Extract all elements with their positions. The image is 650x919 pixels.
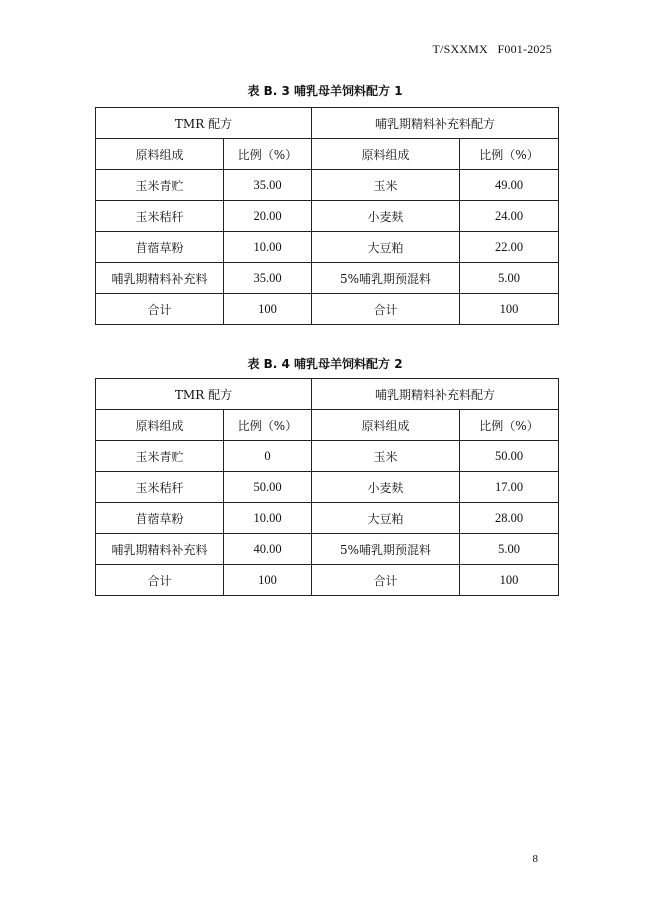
ingredient-cell: 苜蓿草粉 xyxy=(96,232,224,263)
ratio-cell: 49.00 xyxy=(460,170,559,201)
total-value-cell: 100 xyxy=(460,294,559,325)
ratio-cell: 35.00 xyxy=(224,263,312,294)
total-label-cell: 合计 xyxy=(96,294,224,325)
table-row xyxy=(96,232,559,263)
col-header-ingredient: 原料组成 xyxy=(96,410,224,441)
ingredient-cell: 5%哺乳期预混料 xyxy=(312,263,460,294)
group-header-tmr: TMR 配方 xyxy=(96,108,312,139)
ratio-cell: 50.00 xyxy=(460,441,559,472)
total-value-cell: 100 xyxy=(460,565,559,596)
group-header-supplement: 哺乳期精料补充料配方 xyxy=(312,108,559,139)
total-value-cell: 100 xyxy=(224,294,312,325)
ingredient-cell: 5%哺乳期预混料 xyxy=(312,534,460,565)
ingredient-cell: 大豆粕 xyxy=(312,232,460,263)
table-row-total xyxy=(96,294,559,325)
ingredient-cell: 玉米 xyxy=(312,441,460,472)
col-header-ingredient: 原料组成 xyxy=(312,410,460,441)
ratio-cell: 10.00 xyxy=(224,503,312,534)
group-header-supplement: 哺乳期精料补充料配方 xyxy=(312,379,559,410)
table-row xyxy=(96,263,559,294)
formula-table-b4 xyxy=(95,378,559,596)
ingredient-cell: 玉米青贮 xyxy=(96,441,224,472)
ingredient-cell: 玉米秸秆 xyxy=(96,472,224,503)
ingredient-cell: 苜蓿草粉 xyxy=(96,503,224,534)
page-number: 8 xyxy=(532,853,538,865)
ingredient-cell: 小麦麸 xyxy=(312,472,460,503)
table-row xyxy=(96,441,559,472)
ratio-cell: 5.00 xyxy=(460,263,559,294)
col-header-ratio: 比例（%） xyxy=(224,410,312,441)
ratio-cell: 22.00 xyxy=(460,232,559,263)
ingredient-cell: 玉米秸秆 xyxy=(96,201,224,232)
table-row-total xyxy=(96,565,559,596)
ratio-cell: 20.00 xyxy=(224,201,312,232)
ratio-cell: 24.00 xyxy=(460,201,559,232)
ingredient-cell: 玉米 xyxy=(312,170,460,201)
table-row xyxy=(96,503,559,534)
ratio-cell: 28.00 xyxy=(460,503,559,534)
col-header-ratio: 比例（%） xyxy=(460,410,559,441)
table-caption-b3: 表 B. 3 哺乳母羊饲料配方 1 xyxy=(247,84,403,98)
ingredient-cell: 小麦麸 xyxy=(312,201,460,232)
ratio-cell: 40.00 xyxy=(224,534,312,565)
ratio-cell: 0 xyxy=(224,441,312,472)
ratio-cell: 10.00 xyxy=(224,232,312,263)
table-row xyxy=(96,472,559,503)
table-row xyxy=(96,170,559,201)
ingredient-cell: 哺乳期精料补充料 xyxy=(96,534,224,565)
table-row xyxy=(96,201,559,232)
col-header-ingredient: 原料组成 xyxy=(96,139,224,170)
total-value-cell: 100 xyxy=(224,565,312,596)
document-id: T/SXXMX F001-2025 xyxy=(432,42,552,56)
table-caption-b4: 表 B. 4 哺乳母羊饲料配方 2 xyxy=(247,357,403,371)
ratio-cell: 50.00 xyxy=(224,472,312,503)
ratio-cell: 17.00 xyxy=(460,472,559,503)
ingredient-cell: 哺乳期精料补充料 xyxy=(96,263,224,294)
total-label-cell: 合计 xyxy=(312,565,460,596)
ingredient-cell: 玉米青贮 xyxy=(96,170,224,201)
col-header-ingredient: 原料组成 xyxy=(312,139,460,170)
group-header-tmr: TMR 配方 xyxy=(96,379,312,410)
ingredient-cell: 大豆粕 xyxy=(312,503,460,534)
ratio-cell: 5.00 xyxy=(460,534,559,565)
formula-table-b3 xyxy=(95,107,559,325)
col-header-ratio: 比例（%） xyxy=(460,139,559,170)
total-label-cell: 合计 xyxy=(96,565,224,596)
table-row xyxy=(96,534,559,565)
ratio-cell: 35.00 xyxy=(224,170,312,201)
col-header-ratio: 比例（%） xyxy=(224,139,312,170)
total-label-cell: 合计 xyxy=(312,294,460,325)
